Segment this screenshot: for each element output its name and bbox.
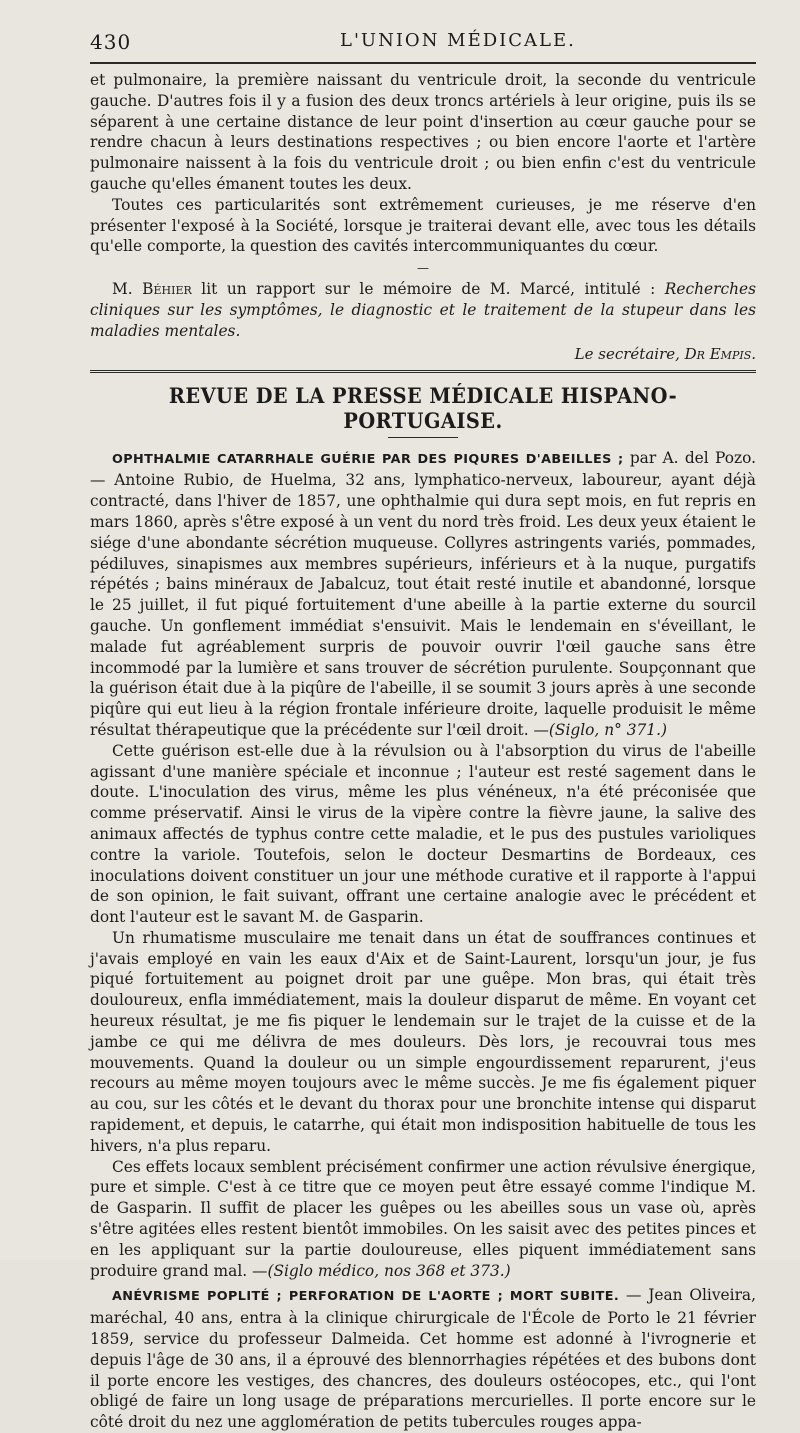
journal-title: L'UNION MÉDICALE. (340, 30, 576, 51)
article-2-text-1: — Jean Oliveira, maréchal, 40 ans, entra à la clinique chirurgicale de l'École de Porto le 21 février 1859, service du professeur Dalmeida. Cet homme est adonné à l'ivrognerie et depuis l'âge de 30 ans, il a éprouvé des blennorrhagies répétées et des bubons dont il porte encore les vestiges, des chancres, des douleurs ostéocopes, etc., qui l'ont obligé de faire un long usage de préparations mercurielles. Il porte encore sur le côté droit du nez une agglomération de petits tubercules rouges appa- (90, 1286, 757, 1432)
report-text: lit un rapport sur le mémoire de M. Marcé, intitulé : (191, 280, 665, 299)
article-1-text-1: Antoine Rubio, de Huelma, 32 ans, lymphatico-nerveux, laboureur, ayant déjà contracté, dans l'hiver de 1857, une ophthalmie qui dura sept mois, en fut repris en mars 1860, après s'être exposé à un vent du nord très froid. Les deux yeux étaient le siége d'une abondante sécrétion muqueuse. Collyres astringents variés, pommades, pédiluves, sinapismes aux membres supérieurs, inférieurs et à la nuque, purgatifs répétés ; bains minéraux de Jabalcuz, tout était resté inutile et abandonné, lorsque le 25 juillet, il fut piqué fortuitement d'une abeille à la partie externe du sourcil gauche. Un gonflement immédiat s'ensuivit. Mais le lendemain en s'éveillant, le malade fut agréablement surpris de pouvoir ouvrir l'œil gauche sans être incommodé par la lumière et sans trouver de sécrétion purulente. Soupçonnant que la guérison était due à la piqûre de l'abeille, il se soumit 3 jours après à une seconde piqûre qui eut lieu à la région frontale inférieure droite, laquelle produisit le même résultat thérapeutique que la précédente sur l'œil droit. — (90, 471, 756, 739)
memoir-title: Recherches cliniques sur les symptômes, le diagnostic et le traitement de la stupeur dans les maladies mentales. (90, 280, 757, 340)
header-rule (90, 62, 756, 64)
article-1-reference-1: (Siglo, n° 371.) (548, 720, 667, 739)
article-1-paragraph-3: Un rhumatisme musculaire me tenait dans un état de souffrances continues et j'avais employé en vain les eaux d'Aix et de Saint-Laurent, lorsqu'un jour, je fus piqué fortuitement au poignet droit par une guêpe. Mon bras, qui était très douloureux, enfla immédiatement, mais la douleur disparut de même. En voyant cet heureux résultat, je me fis piquer le lendemain sur le trajet de la cuisse et de la jambe ce qui me délivra de mes douleurs. Dès lors, je recouvrai tous mes mouvements. Quand la douleur ou un simple engourdissement reparurent, j'eus recours au même moyen toujours avec le même succès. Je me fis également piquer au cou, sur les côtés et le devant du thorax pour une bronchite intense qui disparut rapidement, et depuis, le catarrhe, qui était mon indisposition habituelle de tous les hivers, n'a plus reparu. (90, 928, 756, 1155)
speaker-name: M. Béhier (112, 280, 192, 299)
article-1-paragraph-1 (90, 448, 756, 741)
article-1-text-4: Ces effets locaux semblent précisément confirmer une action révulsive énergique, pure et simple. C'est à ce titre que ce moyen peut être essayé comme l'indique M. de Gasparin. Il suffit de placer les guêpes ou les abeilles sous un vase où, après s'être agitées elles restent bientôt immobiles. On les saisit avec des petites pinces et en les appliquant sur la partie douloureuse, elles piquent immédiatement sans produire grand mal. — (90, 1157, 756, 1280)
report-paragraph (90, 279, 756, 341)
section-rule (90, 370, 756, 373)
secretary-signature (90, 344, 756, 364)
running-header (90, 28, 756, 54)
article-1-heading: OPHTHALMIE CATARRHALE GUÉRIE PAR DES PIQURES D'ABEILLES ; (112, 451, 624, 467)
signature-role: Le secrétaire, (574, 344, 680, 363)
article-2-paragraph-1 (90, 1285, 756, 1433)
page-number: 430 (90, 30, 132, 54)
intro-paragraph-2: Toutes ces particularités sont extrêmement curieuses, je me réserve d'en présenter l'exposé à la Société, lorsque je traiterai devant elle, avec tous les détails qu'elle comporte, la question des cavités intercommuniquantes du cœur. (90, 195, 756, 256)
article-1-paragraph-4 (90, 1157, 756, 1282)
article-2-heading: ANÉVRISME POPLITÉ ; PERFORATION DE L'AORTE ; MORT SUBITE. (112, 1289, 620, 1305)
intro-paragraph-1: et pulmonaire, la première naissant du ventricule droit, la seconde du ventricule gauche. D'autres fois il y a fusion des deux troncs artériels à leur origine, puis ils se séparent à une certaine distance de leur point d'insertion au cœur gauche pour se rendre chacun à leurs destinations respectives ; ou bien encore l'aorte et l'artère pulmonaire naissent à la fois du ventricule droit ; ou bien enfin c'est du ventricule gauche qu'elles émanent toutes les deux. (90, 71, 756, 193)
signature-name: Dr Empis. (679, 344, 756, 363)
article-1-paragraph-2: Cette guérison est-elle due à la révulsion ou à l'absorption du virus de l'abeille agissant d'une manière spéciale et inconnue ; l'auteur est resté sagement dans le doute. L'inoculation des virus, même les plus vénéneux, n'a été préconisée que comme préservatif. Ainsi le virus de la vipère contre la fièvre jaune, la salive des animaux affectés de typhus contre cette maladie, et le pus des pustules varioliques contre la variole. Toutefois, selon le docteur Desmartins de Bordeaux, ces inoculations doivent constituer un jour une méthode curative et il rapporte à l'appui de son opinion, le fait suivant, offrant une certaine analogie avec le précédent et dont l'auteur est le savant M. de Gasparin. (90, 741, 756, 927)
article-1-byline: par A. del Pozo. — (90, 448, 756, 490)
article-1-reference-2: (Siglo médico, nos 368 et 373.) (267, 1261, 511, 1280)
separator-dash: — (417, 261, 429, 276)
section-short-rule (388, 437, 458, 438)
section-title: REVUE DE LA PRESSE MÉDICALE HISPANO-PORTUGAISE. (168, 382, 678, 433)
